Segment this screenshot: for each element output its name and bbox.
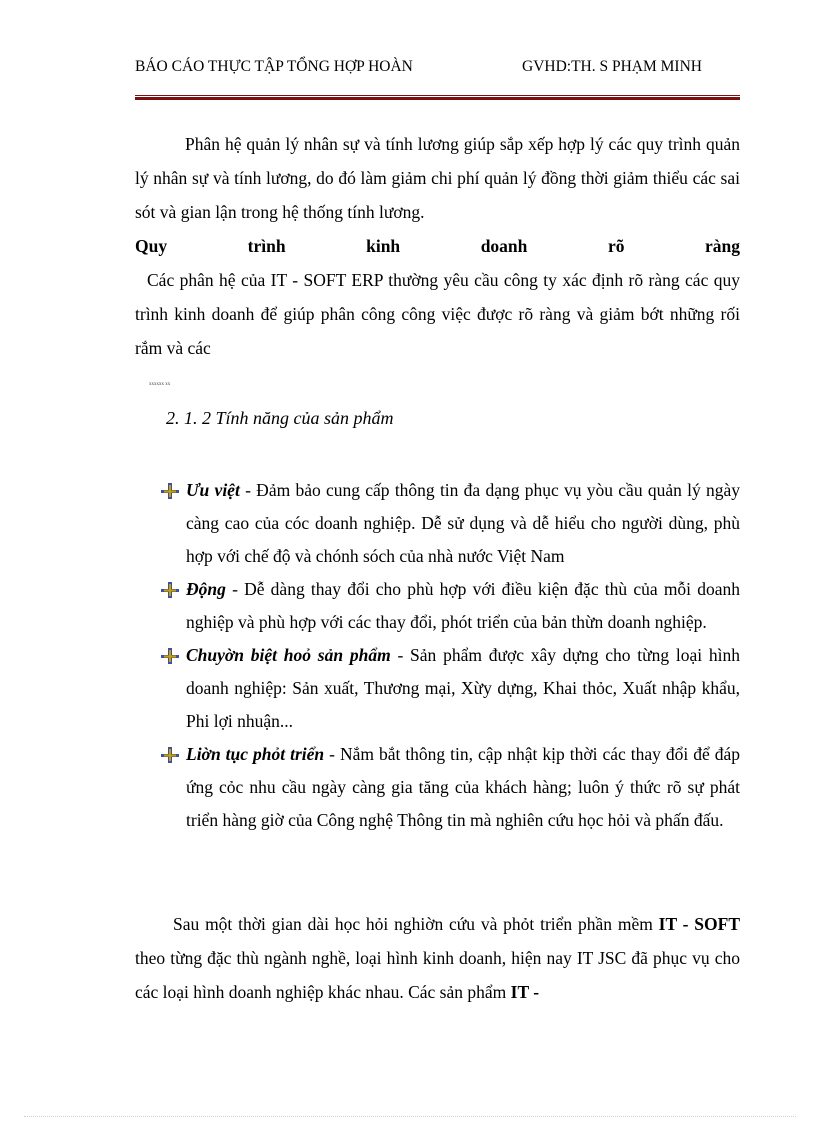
paragraph-text: Sau một thời gian dài học hỏi nghiờn cứu và phỏt triển phần mềm [173,914,659,934]
brand-name: IT - SOFT [658,914,740,934]
paragraph-text: theo từng đặc thù ngành nghề, loại hình kinh doanh, hiện nay IT JSC đã phục vụ cho các loại hình doanh nghiệp khác nhau. Các sản phẩm [135,948,740,1002]
feature-title: Ưu việt [186,480,240,500]
paragraph-erp-modules: Các phân hệ của IT - SOFT ERP thường yêu cầu công ty xác định rõ ràng các quy trình kinh doanh để giúp phân công công việc được rõ ràng và giảm bớt những rối rắm và các [135,270,740,358]
feature-item-continuous [160,738,740,837]
footer-dotted-rule [24,1116,796,1117]
feature-text: - Dễ dàng thay đổi cho phù hợp với điều kiện đặc thù của mỗi doanh nghiệp và phù hợp với các thay đổi, phót triển của bản thừn doanh nghiệp. [186,579,740,632]
section-heading-business-process: Quy trình kinh doanh rõ ràng [135,236,740,256]
feature-title: Liờn tục phỏt triển [186,744,325,764]
arrow-bullet-icon [160,647,180,665]
feature-text: - Đảm bảo cung cấp thông tin đa dạng phục vụ yòu cầu quản lý ngày càng cao của cóc doanh nghiệp. Dễ sử dụng và dễ hiểu cho người dùng, phù hợp với chế độ và chónh sóch của nhà nước Việt Nam [186,480,741,566]
header-rule-thin [135,95,740,96]
tiny-note: xxxxxx xx [149,382,171,387]
feature-item-superior [160,474,740,573]
arrow-bullet-icon [160,581,180,599]
feature-list [160,474,740,837]
feature-title: Chuyờn biệt hoỏ sản phẩm [186,645,391,665]
brand-name: IT - [510,982,540,1002]
header-rule-thick [135,97,740,100]
arrow-bullet-icon [160,746,180,764]
subheading-product-features: 2. 1. 2 Tính năng của sản phẩm [166,408,394,428]
arrow-bullet-icon [160,482,180,500]
header-report-title: BÁO CÁO THỰC TẬP TỔNG HỢP HOÀN [135,58,413,75]
feature-item-specialized [160,639,740,738]
paragraph-it-soft-history [135,907,740,1009]
feature-item-dynamic [160,573,740,639]
feature-text: - Sản phẩm được xây dựng cho từng loại hình doanh nghiệp: Sản xuất, Thương mại, Xừy dựng, Khai thỏc, Xuất nhập khẩu, Phi lợi nhuận... [186,645,741,731]
header-supervisor: GVHD:TH. S PHẠM MINH [522,58,702,75]
feature-text: - Nắm bắt thông tin, cập nhật kịp thời các thay đổi để đáp ứng cỏc nhu cầu ngày càng gia tăng của khách hàng; luôn ý thức rõ sự phát triển hàng giờ của Công nghệ Thông tin mà nghiên cứu học hỏi và phấn đấu. [186,744,740,830]
feature-title: Động [186,579,226,599]
paragraph-hr-payroll: Phân hệ quản lý nhân sự và tính lương giúp sắp xếp hợp lý các quy trình quản lý nhân sự và tính lương, do đó làm giảm chi phí quản lý đồng thời giảm thiểu các sai sót và gian lận trong hệ thống tính lương. [135,134,740,222]
